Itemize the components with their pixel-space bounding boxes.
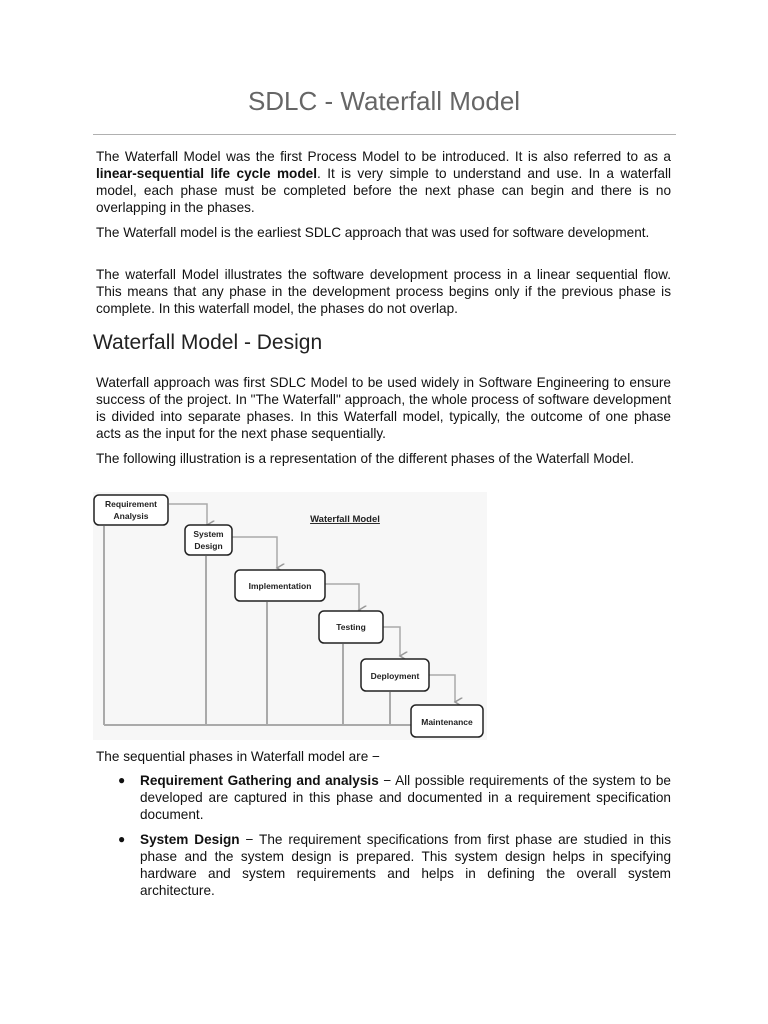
title-divider <box>93 134 676 135</box>
phase-box-requirement <box>94 495 168 525</box>
phase-label: Deployment <box>370 671 420 681</box>
bullet-icon: ● <box>118 773 126 787</box>
design-heading: Waterfall Model - Design <box>93 331 323 354</box>
bullet-text: − All possible requirements of the system to be developed are captured in this phase and documented in a requirement specification document. <box>140 773 671 822</box>
phase-box-testing <box>319 611 383 643</box>
phase-box-maintenance <box>411 705 483 737</box>
phase-label: Testing <box>336 622 366 632</box>
intro-bold-term: linear-sequential life cycle model <box>96 166 317 181</box>
intro-paragraph-1 <box>96 148 671 216</box>
intro-text-end: . It is very simple to understand and use. In a waterfall model, each phase must be completed before the next phase can begin and there is no overlapping in the phases. <box>96 166 672 215</box>
diagram-title: Waterfall Model <box>310 514 380 525</box>
bullet-term: Requirement Gathering and analysis <box>140 773 379 788</box>
waterfall-diagram-svg <box>93 492 487 740</box>
bullet-text: − The requirement specifications from first phase are studied in this phase and the system design is prepared. This system design helps in specifying hardware and system requirements and helps in defining the overall system architecture. <box>140 832 671 898</box>
design-paragraph-2: The following illustration is a representation of the different phases of the Waterfall Model. <box>96 451 635 466</box>
bullet-icon: ● <box>118 832 126 846</box>
design-paragraph-1: Waterfall approach was first SDLC Model to be used widely in Software Engineering to ensure success of the project. In "The Waterfall" approach, the whole process of software development is divided into separate phases. In this Waterfall model, typically, the outcome of one phase acts as the input for the next phase sequentially. <box>96 375 671 441</box>
waterfall-diagram <box>93 492 487 740</box>
phases-list <box>96 772 671 907</box>
phase-label: Requirement <box>105 499 157 509</box>
intro-text-start: The Waterfall Model was the first Process Model to be introduced. It is also referred to as a <box>96 149 671 164</box>
phase-label: Design <box>194 541 223 551</box>
phase-box-system-design <box>185 525 232 555</box>
page-title: SDLC - Waterfall Model <box>247 86 521 116</box>
list-item <box>96 772 671 823</box>
phase-label: Implementation <box>248 581 312 591</box>
bullet-term: System Design <box>140 832 240 847</box>
intro-paragraph-3: The waterfall Model illustrates the software development process in a linear sequential flow. This means that any phase in the development process begins only if the previous phase is complete. In this waterfall model, the phases do not overlap. <box>96 267 671 316</box>
phases-intro: The sequential phases in Waterfall model are − <box>96 749 380 764</box>
list-item <box>96 831 671 899</box>
phase-label: System <box>193 529 224 539</box>
phase-box-deployment <box>361 659 429 691</box>
phase-label: Maintenance <box>421 717 473 727</box>
phase-label: Analysis <box>113 511 149 521</box>
intro-paragraph-2: The Waterfall model is the earliest SDLC approach that was used for software development. <box>96 225 650 240</box>
phase-box-implementation <box>235 570 325 601</box>
